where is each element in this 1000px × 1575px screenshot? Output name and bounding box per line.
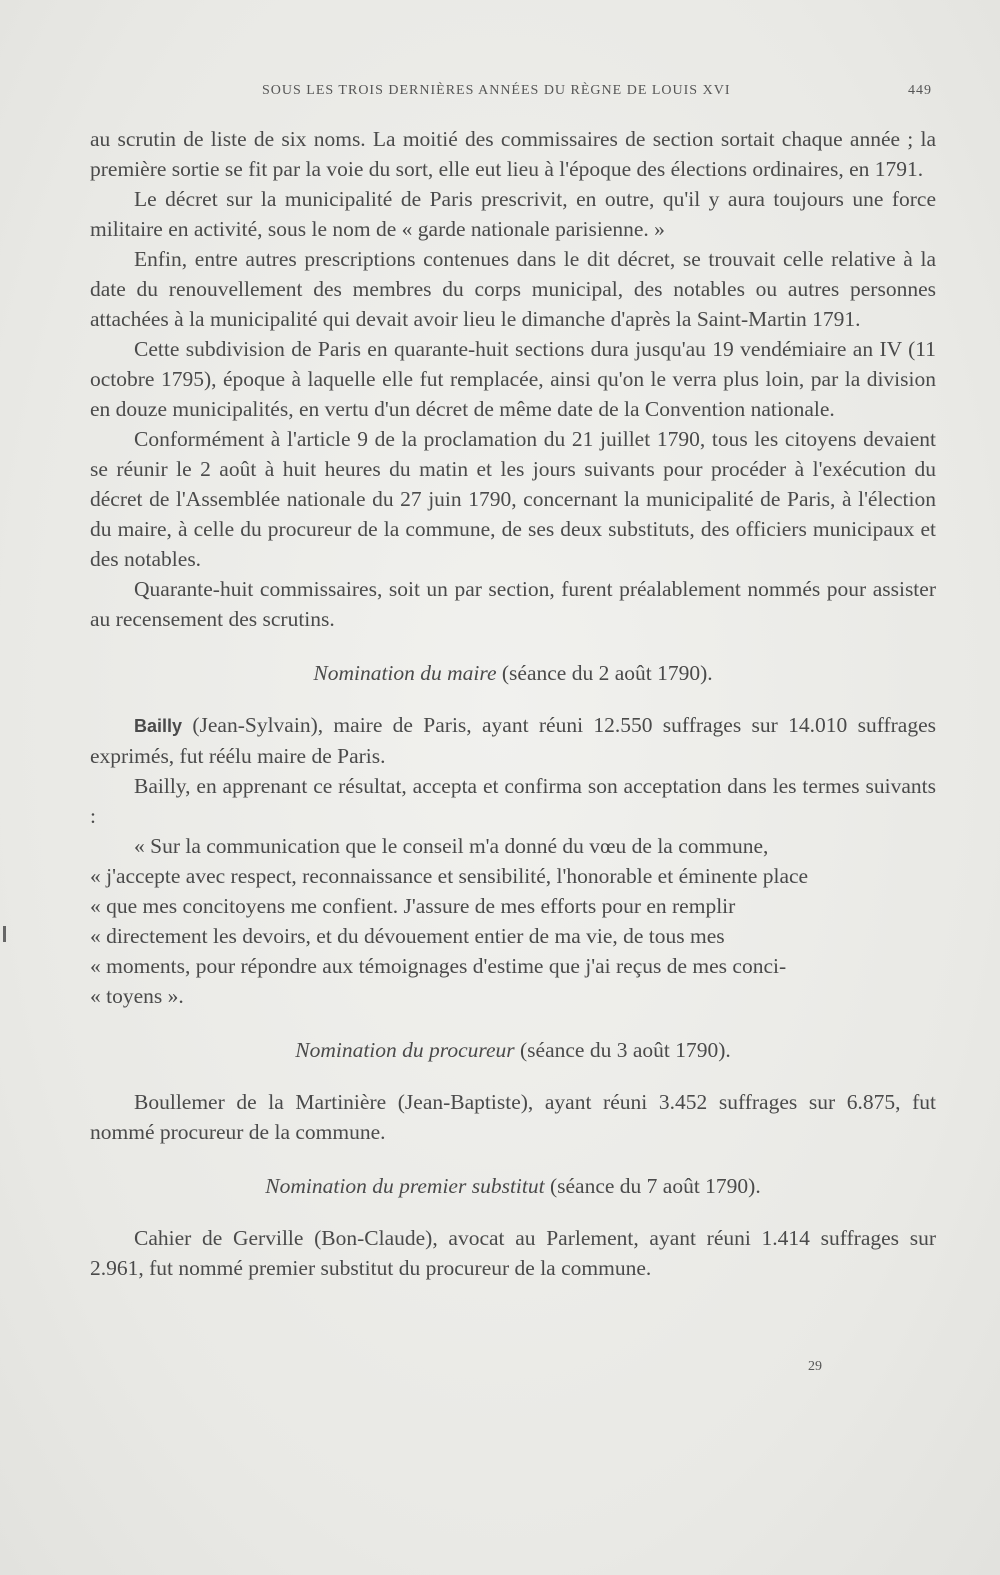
heading-procureur-date: (séance du 3 août 1790). [514,1038,731,1062]
name-bailly: Bailly [134,716,183,736]
heading-nomination-maire [90,658,936,688]
heading-substitut-italic: Nomination du premier substitut [265,1174,545,1198]
paragraph-garde-nationale: Le décret sur la municipalité de Paris prescrivit, en outre, qu'il y aura toujours une force militaire en activité, sous le nom de « garde nationale parisienne. » [90,187,936,241]
quote-line: « Sur la communication que le conseil m'a donné du vœu de la commune, [134,834,769,858]
paragraph-proclamation: Conformément à l'article 9 de la proclamation du 21 juillet 1790, tous les citoyens devaient se réunir le 2 août à huit heures du matin et les jours suivants pour procéder à l'exécution du décret de l'Assemblée nationale du 27 juin 1790, concernant la municipalité de Paris, à l'élection du maire, à celle du procureur de la commune, de ses deux substituts, des officiers municipaux et des notables. [90,427,936,571]
quote-line: « toyens ». [90,984,184,1008]
heading-substitut-date: (séance du 7 août 1790). [544,1174,761,1198]
scan-artifact [3,926,6,942]
paragraph-cahier-gerville: Cahier de Gerville (Bon-Claude), avocat au Parlement, ayant réuni 1.414 suffrages sur 2.961, fut nommé premier substitut du procureur de la commune. [90,1226,936,1280]
paragraph-bailly-acceptation: Bailly, en apprenant ce résultat, accepta et confirma son acceptation dans les termes suivants : [90,774,936,828]
running-header [90,83,936,105]
page-number: 449 [908,83,932,98]
paragraph-bailly-election [90,710,936,771]
page-body [90,124,936,1283]
bailly-election-text: (Jean-Sylvain), maire de Paris, ayant réuni 12.550 suffrages sur 14.010 suffrages exprimés, fut réélu maire de Paris. [90,713,936,768]
quote-line: « que mes concitoyens me confient. J'assure de mes efforts pour en remplir [90,894,736,918]
signature-mark: 29 [808,1359,822,1374]
quote-line: « moments, pour répondre aux témoignages d'estime que j'ai reçus de mes conci- [90,954,787,978]
paragraph-boullemer: Boullemer de la Martinière (Jean-Baptiste), ayant réuni 3.452 suffrages sur 6.875, fut nommé procureur de la commune. [90,1090,936,1144]
paragraph-continuation: au scrutin de liste de six noms. La moitié des commissaires de section sortait chaque année ; la première sortie se fit par la voie du sort, elle eut lieu à l'époque des élections ordinaires, en 1791. [90,127,936,181]
running-title: SOUS LES TROIS DERNIÈRES ANNÉES DU RÈGNE DE LOUIS XVI [262,83,731,98]
quote-line: « directement les devoirs, et du dévouement entier de ma vie, de tous mes [90,924,725,948]
heading-maire-italic: Nomination du maire [313,661,497,685]
bailly-quote [90,831,936,1011]
heading-nomination-procureur [90,1035,936,1065]
quote-line: « j'accepte avec respect, reconnaissance et sensibilité, l'honorable et éminente place [90,864,809,888]
paragraph-renouvellement: Enfin, entre autres prescriptions contenues dans le dit décret, se trouvait celle relative à la date du renouvellement des membres du corps municipal, des notables ou autres personnes attachées à la municipalité qui devait avoir lieu le dimanche d'après la Saint-Martin 1791. [90,247,936,331]
paragraph-commissaires: Quarante-huit commissaires, soit un par section, furent préalablement nommés pour assister au recensement des scrutins. [90,577,936,631]
heading-procureur-italic: Nomination du procureur [295,1038,515,1062]
heading-nomination-substitut [90,1171,936,1201]
paragraph-subdivision: Cette subdivision de Paris en quarante-huit sections dura jusqu'au 19 vendémiaire an IV (11 octobre 1795), époque à laquelle elle fut remplacée, ainsi qu'on le verra plus loin, par la division en douze municipalités, en vertu d'un décret de même date de la Convention nationale. [90,337,936,421]
heading-maire-date: (séance du 2 août 1790). [496,661,713,685]
